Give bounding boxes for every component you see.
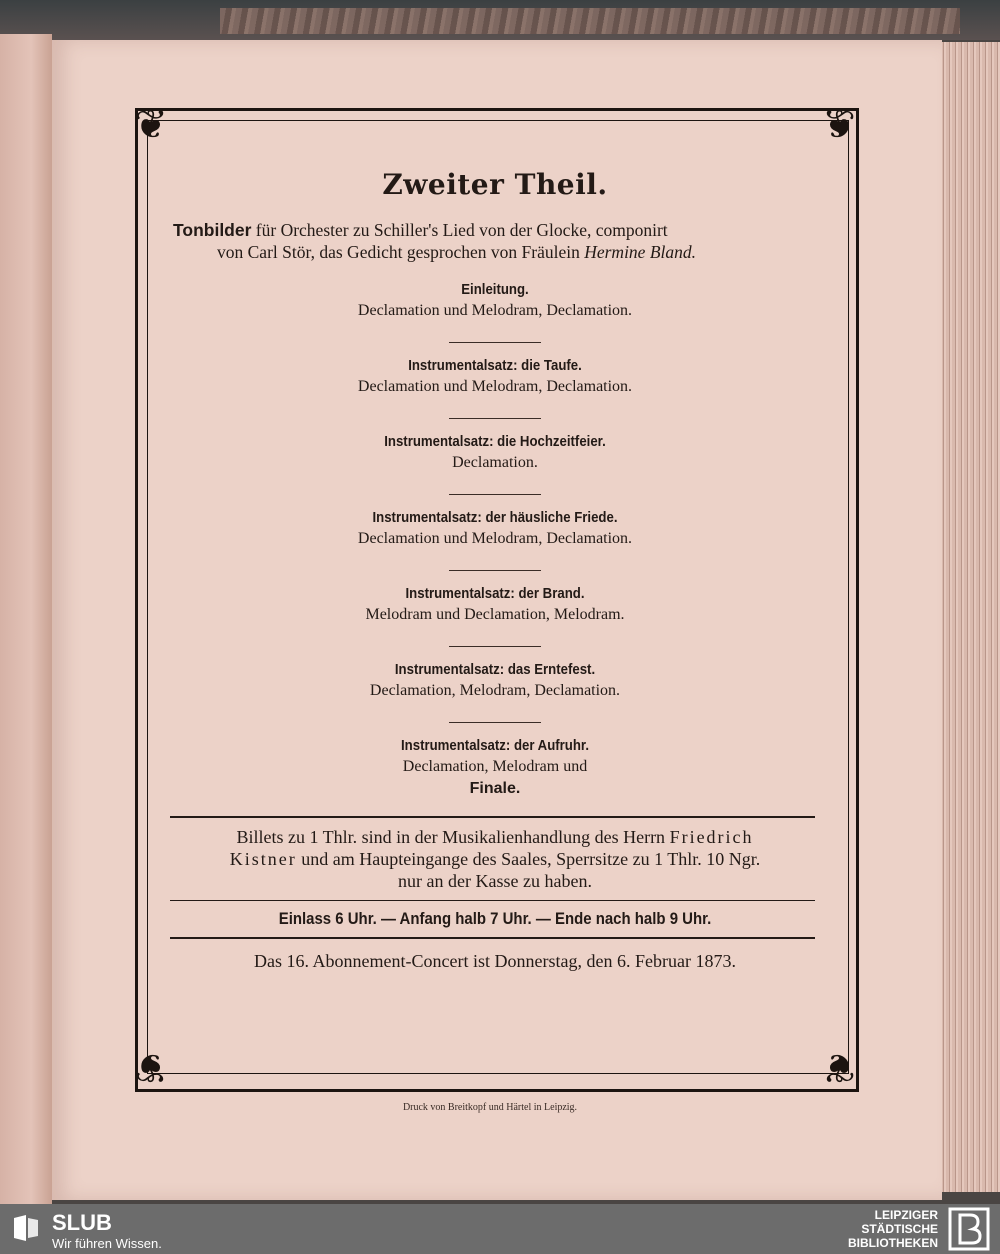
section-body: Declamation und Melodram, Declamation.: [357, 378, 633, 395]
intro-bold: Tonbilder: [173, 220, 252, 240]
slub-name: SLUB: [52, 1210, 112, 1235]
left-page: [0, 34, 52, 1204]
section-heading: Instrumentalsatz: der Brand.: [405, 585, 585, 602]
section-heading: Instrumentalsatz: der Aufruhr.: [400, 737, 589, 754]
rule-line: [170, 937, 815, 939]
section-heading: Instrumentalsatz: der häusliche Friede.: [372, 509, 618, 526]
intro-line2: von Carl Stör, das Gedicht gesprochen von Fräulein: [217, 242, 585, 262]
performer-name: Hermine Bland.: [584, 242, 697, 262]
marbled-cover: [220, 8, 960, 34]
rule-line: [170, 900, 815, 902]
program-section: [165, 357, 825, 396]
rule-line: [170, 816, 815, 818]
divider: [449, 342, 541, 343]
corner-ornament-icon: ❦: [822, 1045, 856, 1090]
program-section: [165, 433, 825, 472]
lsb-wordmark: [848, 1208, 938, 1250]
program-content: [165, 160, 825, 972]
admission-times: Einlass 6 Uhr. — Anfang halb 7 Uhr. — Ende nach halb 9 Uhr.: [278, 909, 712, 928]
ticket-line2: und am Haupteingange des Saales, Sperrsitze zu 1 Thlr. 10 Ngr.: [296, 848, 761, 869]
ticket-name-first: Friedrich: [669, 826, 754, 847]
section-heading: Instrumentalsatz: die Hochzeitfeier.: [384, 433, 606, 450]
corner-ornament-icon: ❦: [134, 1045, 168, 1090]
section-body: Declamation, Melodram, Declamation.: [369, 682, 621, 699]
program-section: [165, 737, 825, 798]
page-edges: [940, 42, 1000, 1192]
ticket-name-last: Kistner: [229, 848, 297, 869]
slub-logo-icon: [12, 1214, 40, 1242]
program-section: [165, 509, 825, 548]
corner-ornament-icon: ❦: [822, 102, 856, 147]
divider: [449, 570, 541, 571]
ticket-line3: nur an der Kasse zu haben.: [398, 870, 592, 891]
section-body: Declamation.: [452, 454, 538, 471]
lsb-line: STÄDTISCHE: [861, 1222, 938, 1236]
section-body: Declamation und Melodram, Declamation.: [357, 530, 633, 547]
lsb-logo-icon: [948, 1207, 990, 1251]
lsb-line: BIBLIOTHEKEN: [848, 1236, 938, 1250]
program-section: [165, 281, 825, 320]
divider: [449, 494, 541, 495]
ticket-line1: Billets zu 1 Thlr. sind in der Musikalienhandlung des Herrn: [236, 826, 670, 847]
section-heading: Einleitung.: [461, 281, 529, 298]
intro-paragraph: [165, 219, 825, 263]
section-body: Melodram und Declamation, Melodram.: [365, 606, 625, 623]
intro-line1: für Orchester zu Schiller's Lied von der Glocke, componirt: [251, 220, 668, 240]
page-title: Zweiter Theil.: [382, 168, 608, 201]
lsb-line: LEIPZIGER: [874, 1208, 938, 1222]
section-body: Declamation, Melodram und: [402, 758, 588, 775]
ticket-info: [165, 826, 825, 892]
slub-tagline: Wir führen Wissen.: [52, 1236, 162, 1251]
divider: [449, 418, 541, 419]
divider: [449, 722, 541, 723]
section-body: Declamation und Melodram, Declamation.: [357, 302, 633, 319]
next-concert-notice: Das 16. Abonnement-Concert ist Donnerstag, den 6. Februar 1873.: [254, 950, 736, 971]
program-section: [165, 585, 825, 624]
divider: [449, 646, 541, 647]
corner-ornament-icon: ❦: [134, 102, 168, 147]
section-heading: Instrumentalsatz: die Taufe.: [408, 357, 582, 374]
section-heading: Instrumentalsatz: das Erntefest.: [394, 661, 596, 678]
finale: Finale.: [469, 780, 521, 797]
printer-imprint: Druck von Breitkopf und Härtel in Leipzig.: [402, 1102, 578, 1113]
program-section: [165, 661, 825, 700]
footer-bar: [0, 1204, 1000, 1254]
